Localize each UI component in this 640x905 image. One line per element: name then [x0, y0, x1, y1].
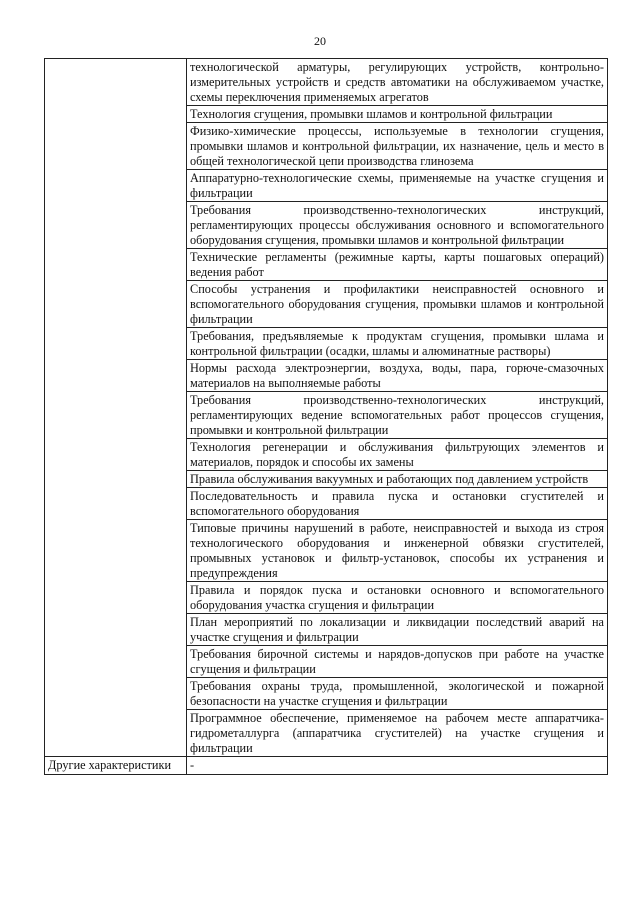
table-cell: Требования производственно-технологических инструкций, регламентирующих ведение вспомогательных работ процессов сгущения, промывки и контрольной фильтрации [187, 392, 608, 439]
table-cell: План мероприятий по локализации и ликвидации последствий аварий на участке сгущения и фильтрации [187, 614, 608, 646]
table-cell: Требования, предъявляемые к продуктам сгущения, промывки шлама и контрольной фильтрации (осадки, шламы и алюминатные растворы) [187, 328, 608, 360]
other-characteristics-value: - [187, 757, 608, 775]
table-left-empty-cell [45, 59, 187, 757]
knowledge-table [44, 58, 608, 775]
other-characteristics-row [45, 757, 608, 775]
table-cell: Требования бирочной системы и нарядов-допусков при работе на участке сгущения и фильтрации [187, 646, 608, 678]
table-cell: Физико-химические процессы, используемые в технологии сгущения, промывки шламов и контрольной фильтрации, их назначение, цель и место в общей технологической цепи производства глинозема [187, 123, 608, 170]
table-cell: Аппаратурно-технологические схемы, применяемые на участке сгущения и фильтрации [187, 170, 608, 202]
table-cell: Технические регламенты (режимные карты, карты пошаговых операций) ведения работ [187, 249, 608, 281]
page-number: 20 [314, 34, 326, 48]
table-cell: Правила обслуживания вакуумных и работающих под давлением устройств [187, 471, 608, 488]
table-cell: Технология регенерации и обслуживания фильтрующих элементов и материалов, порядок и способы их замены [187, 439, 608, 471]
table-cell: Последовательность и правила пуска и остановки сгустителей и вспомогательного оборудования [187, 488, 608, 520]
other-characteristics-label: Другие характеристики [45, 757, 187, 775]
table-cell: Требования производственно-технологических инструкций, регламентирующих процессы обслуживания основного и вспомогательного оборудования сгущения, промывки шламов и контрольной фильтрации [187, 202, 608, 249]
table-cell: Способы устранения и профилактики неисправностей основного и вспомогательного оборудования сгущения, промывки шламов и контрольной фильтрации [187, 281, 608, 328]
table-cell: Нормы расхода электроэнергии, воздуха, воды, пара, горюче-смазочных материалов на выполняемые работы [187, 360, 608, 392]
table-cell: Требования охраны труда, промышленной, экологической и пожарной безопасности на участке сгущения и фильтрации [187, 678, 608, 710]
table-cell: Правила и порядок пуска и остановки основного и вспомогательного оборудования участка сгущения и фильтрации [187, 582, 608, 614]
table-cell: технологической арматуры, регулирующих устройств, контрольно-измерительных устройств и средств автоматики на обслуживаемом участке, схемы переключения применяемых агрегатов [187, 59, 608, 106]
table-cell: Типовые причины нарушений в работе, неисправностей и выхода из строя технологического оборудования и инженерной обвязки сгустителей, промывных установок и фильтр-установок, способы их устранения и предупреждения [187, 520, 608, 582]
table-row [45, 59, 608, 106]
table-cell: Технология сгущения, промывки шламов и контрольной фильтрации [187, 106, 608, 123]
table-cell: Программное обеспечение, применяемое на рабочем месте аппаратчика-гидрометаллурга (аппаратчика сгустителей) на участке сгущения и фильтрации [187, 710, 608, 757]
